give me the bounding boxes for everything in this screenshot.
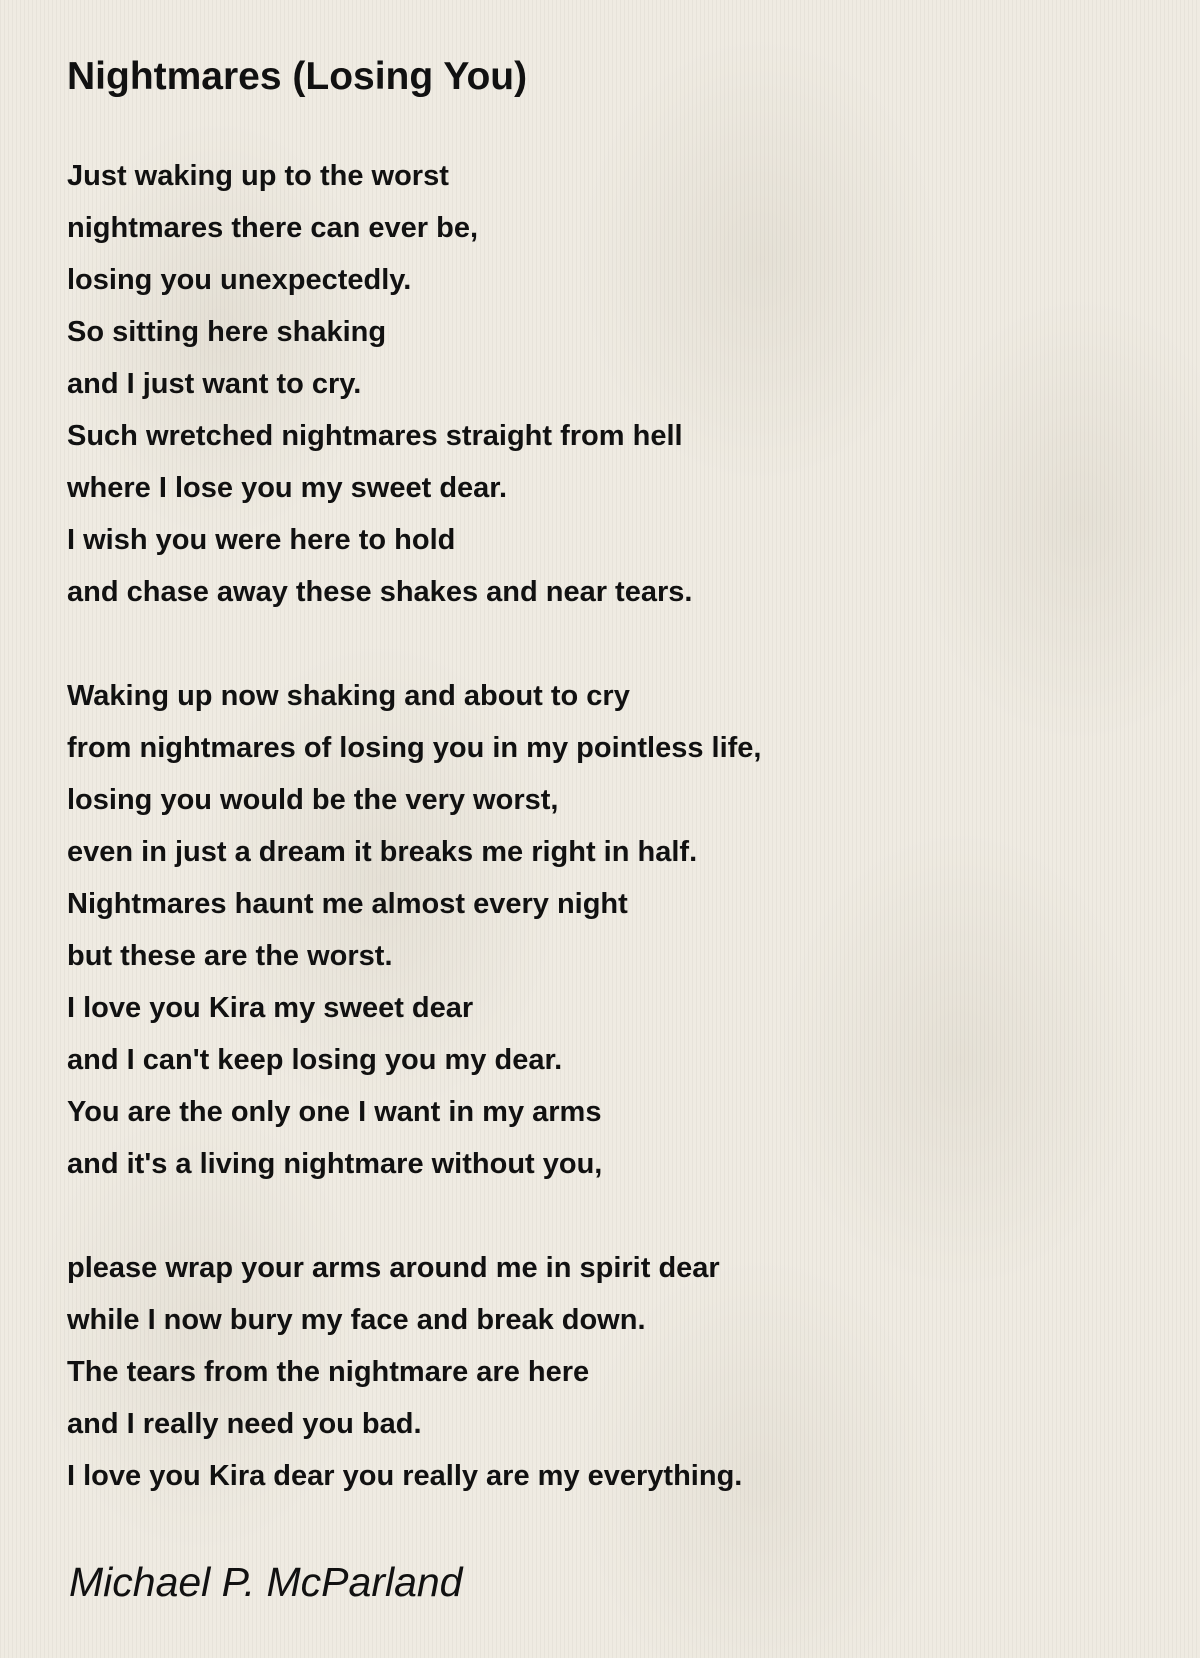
poem-line: where I lose you my sweet dear. [67,472,508,504]
poem-line: losing you would be the very worst, [67,784,559,816]
poem-line: I love you Kira my sweet dear [67,992,474,1024]
poem-line: please wrap your arms around me in spirit dear [67,1252,720,1284]
poem-line: I wish you were here to hold [67,524,456,556]
poem-line: Such wretched nightmares straight from hell [67,420,683,452]
poem-line: nightmares there can ever be, [67,212,478,244]
poem-line: I love you Kira dear you really are my everything. [67,1460,743,1492]
poem-line: and I can't keep losing you my dear. [67,1044,563,1076]
poem-line: Nightmares haunt me almost every night [67,888,628,920]
poem-line: losing you unexpectedly. [67,264,412,296]
poem-line: even in just a dream it breaks me right in half. [67,836,698,868]
poem-line: and it's a living nightmare without you, [67,1148,603,1180]
poem-line: The tears from the nightmare are here [67,1356,590,1388]
stanza-break [67,1190,1147,1242]
poem-line: and I really need you bad. [67,1408,422,1440]
poem-line: Just waking up to the worst [67,160,449,192]
poem-title: Nightmares (Losing You) [67,55,528,98]
poem-line: but these are the worst. [67,940,393,972]
poem-body [67,150,1147,1502]
poem-author: Michael P. McParland [69,1559,463,1605]
poem-line: while I now bury my face and break down. [67,1304,646,1336]
poem-line: You are the only one I want in my arms [67,1096,602,1128]
poem-line: Waking up now shaking and about to cry [67,680,630,712]
poem-line: and chase away these shakes and near tears. [67,576,693,608]
poem-line: from nightmares of losing you in my pointless life, [67,732,762,764]
poem-line: So sitting here shaking [67,316,387,348]
stanza-break [67,618,1147,670]
poem-line: and I just want to cry. [67,368,362,400]
